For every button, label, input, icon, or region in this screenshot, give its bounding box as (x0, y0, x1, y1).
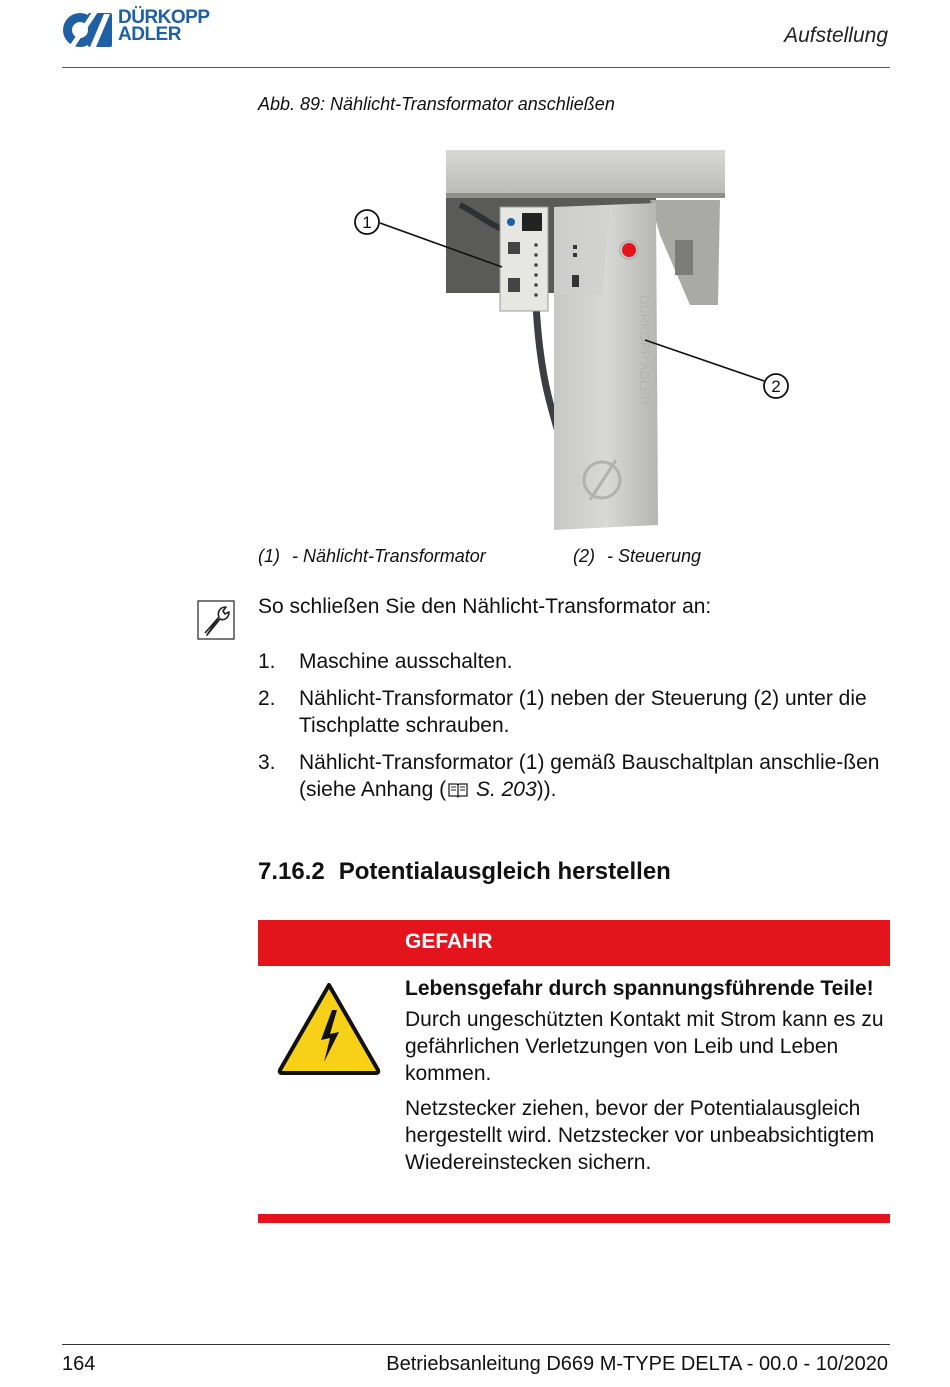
electric-hazard-icon (277, 982, 381, 1076)
step-item (258, 749, 890, 803)
legend-item-1 (258, 546, 486, 567)
step-number: 2. (258, 687, 276, 710)
legend-number: (1) (258, 546, 280, 566)
legend-item-2 (573, 546, 701, 567)
legend-label: - Steuerung (607, 546, 702, 566)
footer-document-info: Betriebsanleitung D669 M-TYPE DELTA - 00.0 - 10/2020 (386, 1353, 888, 1375)
logo-line-1: DÜRKOPP (118, 7, 210, 28)
header-section-title: Aufstellung (784, 24, 888, 47)
step-number: 3. (258, 751, 276, 774)
danger-header-bar (258, 920, 890, 966)
page-reference-link[interactable]: S. 203 (475, 778, 537, 801)
danger-action: Netzstecker ziehen, bevor der Potentialausgleich hergestellt wird. Netzstecker vor unbeabsichtigtem Wiedereinstecken sichern. (405, 1097, 875, 1174)
danger-body (405, 975, 890, 1176)
instruction-steps (258, 648, 890, 813)
wrench-icon (197, 600, 235, 640)
step-item (258, 648, 890, 675)
legend-label: - Nählicht-Transformator (292, 546, 486, 566)
callout-2-label: 2 (771, 377, 781, 396)
danger-label: GEFAHR (405, 930, 493, 953)
section-number: 7.16.2 (258, 858, 325, 885)
logo-line-2: ADLER (118, 24, 181, 45)
duerkopp-adler-logo-icon (62, 10, 114, 50)
step-text: Nählicht-Transformator (1) neben der Steuerung (2) unter die Tischplatte schrauben. (299, 687, 867, 737)
book-icon (448, 781, 468, 799)
step-text-before: Nählicht-Transformator (1) gemäß Bauschaltplan anschlie-ßen (siehe Anhang ( (299, 751, 880, 801)
instruction-intro: So schließen Sie den Nählicht-Transformator an: (258, 595, 712, 618)
callout-1-label: 1 (362, 213, 372, 232)
legend-number: (2) (573, 546, 595, 566)
figure-photo (340, 145, 800, 535)
step-text-after: )). (536, 778, 557, 801)
footer-divider (62, 1344, 890, 1345)
danger-title: Lebensgefahr durch spannungsführende Teile! (405, 977, 874, 1000)
danger-text: Durch ungeschützten Kontakt mit Strom kann es zu gefährlichen Verletzungen von Leib und Leben kommen. (405, 1008, 884, 1085)
step-text: Maschine ausschalten. (299, 650, 513, 673)
figure-caption: Abb. 89: Nählicht-Transformator anschließen (258, 94, 615, 114)
page-number: 164 (62, 1353, 96, 1375)
danger-footer-bar (258, 1214, 890, 1223)
section-title: Potentialausgleich herstellen (338, 858, 671, 885)
header-divider (62, 67, 890, 68)
step-number: 1. (258, 650, 276, 673)
device-engraved-text: DÜRKOPP ADLER (637, 295, 652, 406)
step-text (299, 749, 890, 803)
logo-wordmark (118, 9, 210, 43)
step-item (258, 685, 890, 739)
section-heading (258, 858, 671, 886)
